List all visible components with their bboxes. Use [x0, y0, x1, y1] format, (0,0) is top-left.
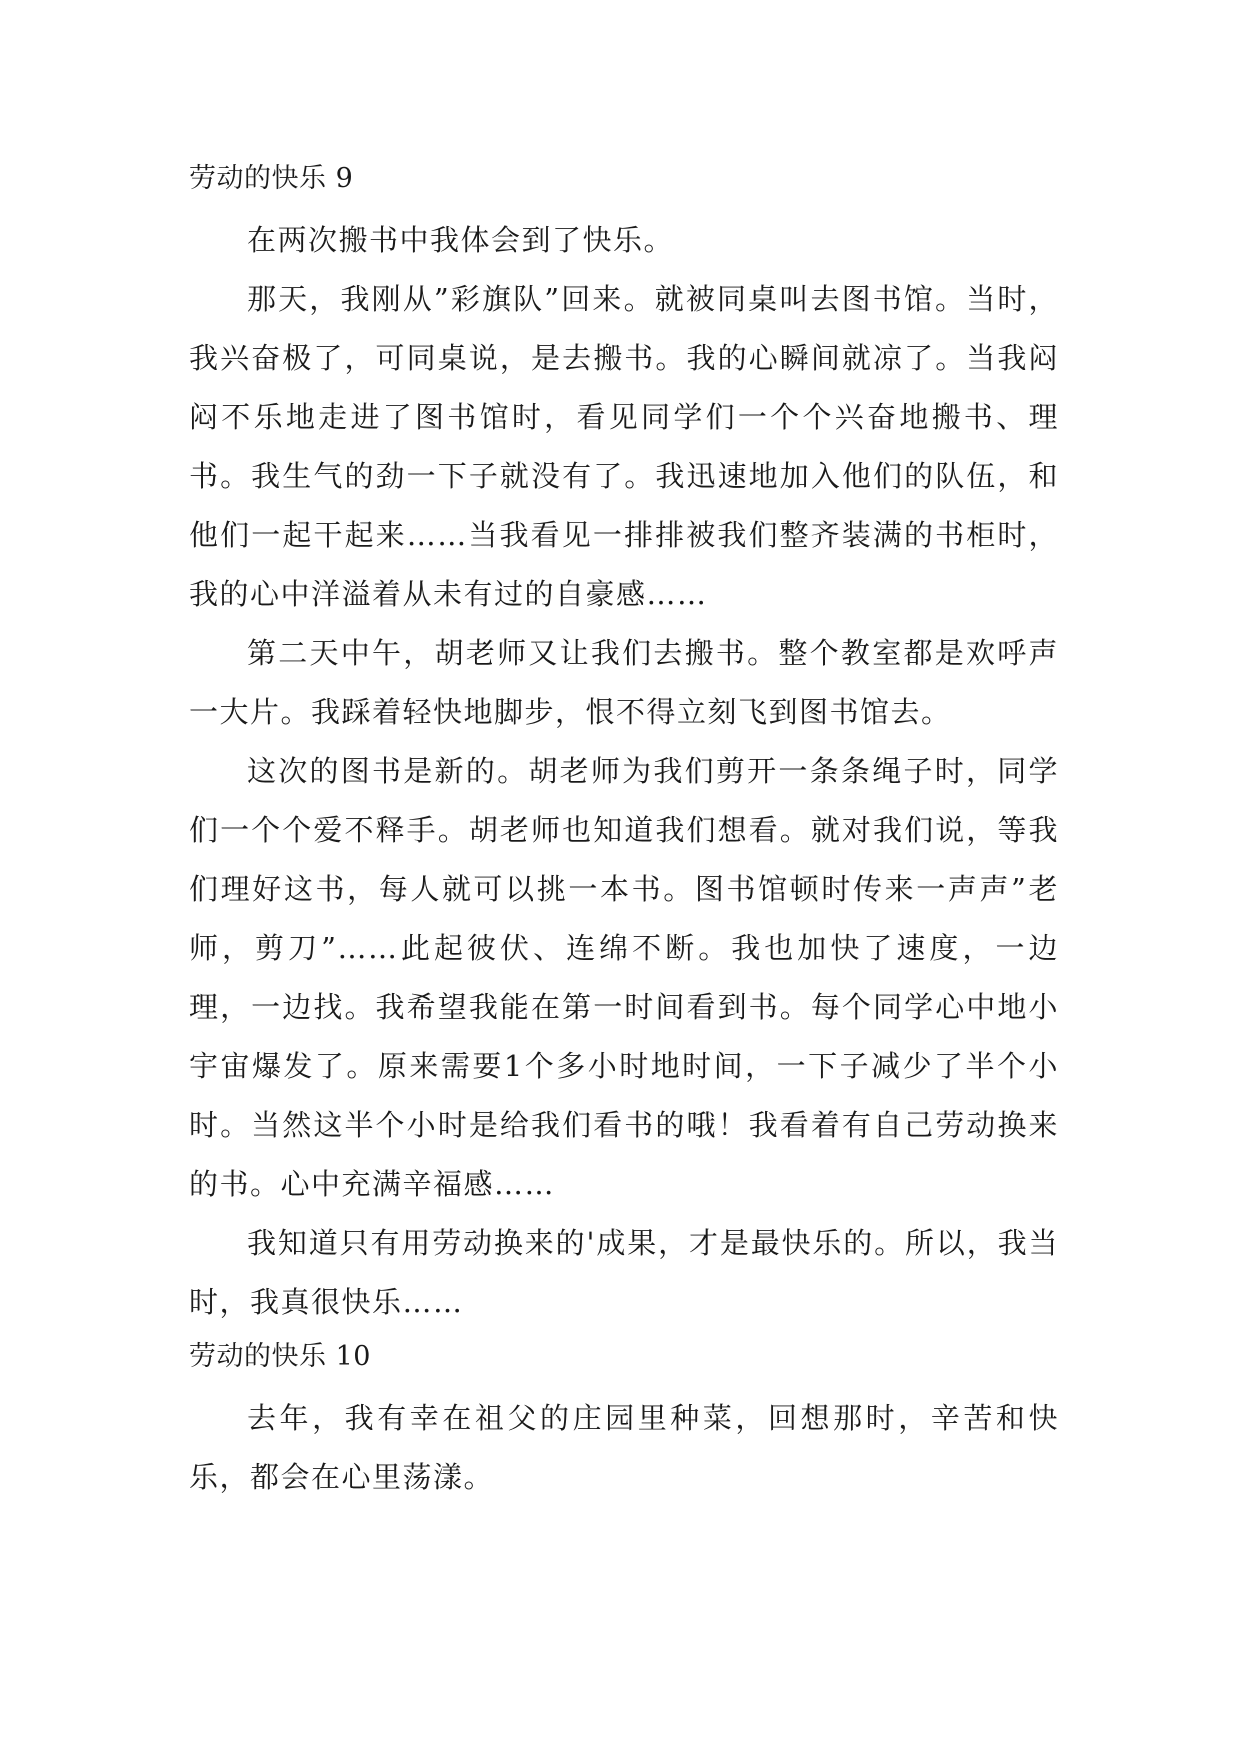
- paragraph: 我知道只有用劳动换来的'成果，才是最快乐的。所以，我当时，我真很快乐……: [189, 1226, 1059, 1319]
- paragraph: 去年，我有幸在祖父的庄园里种菜，回想那时，辛苦和快乐，都会在心里荡漾。: [189, 1401, 1059, 1494]
- paragraph: 第二天中午，胡老师又让我们去搬书。整个教室都是欢呼声一大片。我踩着轻快地脚步，恨不得立刻飞到图书馆去。: [189, 636, 1059, 729]
- document-page: [189, 160, 1059, 1507]
- section-title: 劳动的快乐 9: [189, 163, 354, 194]
- paragraph: 那天，我刚从”彩旗队”回来。就被同桌叫去图书馆。当时，我兴奋极了，可同桌说，是去搬书。我的心瞬间就凉了。当我闷闷不乐地走进了图书馆时，看见同学们一个个兴奋地搬书、理书。我生气的劲一下子就没有了。我迅速地加入他们的队伍，和他们一起干起来……当我看见一排排被我们整齐装满的书柜时，我的心中洋溢着从未有过的自豪感……: [189, 282, 1059, 611]
- paragraph: 这次的图书是新的。胡老师为我们剪开一条条绳子时，同学们一个个爱不释手。胡老师也知道我们想看。就对我们说，等我们理好这书，每人就可以挑一本书。图书馆顿时传来一声声”老师，剪刀”……此起彼伏、连绵不断。我也加快了速度，一边理，一边找。我希望我能在第一时间看到书。每个同学心中地小宇宙爆发了。原来需要1个多小时地时间，一下子减少了半个小时。当然这半个小时是给我们看书的哦！我看着有自己劳动换来的书。心中充满辛福感……: [189, 754, 1059, 1201]
- section-title: 劳动的快乐 10: [189, 1341, 371, 1372]
- paragraph: 在两次搬书中我体会到了快乐。: [247, 223, 675, 257]
